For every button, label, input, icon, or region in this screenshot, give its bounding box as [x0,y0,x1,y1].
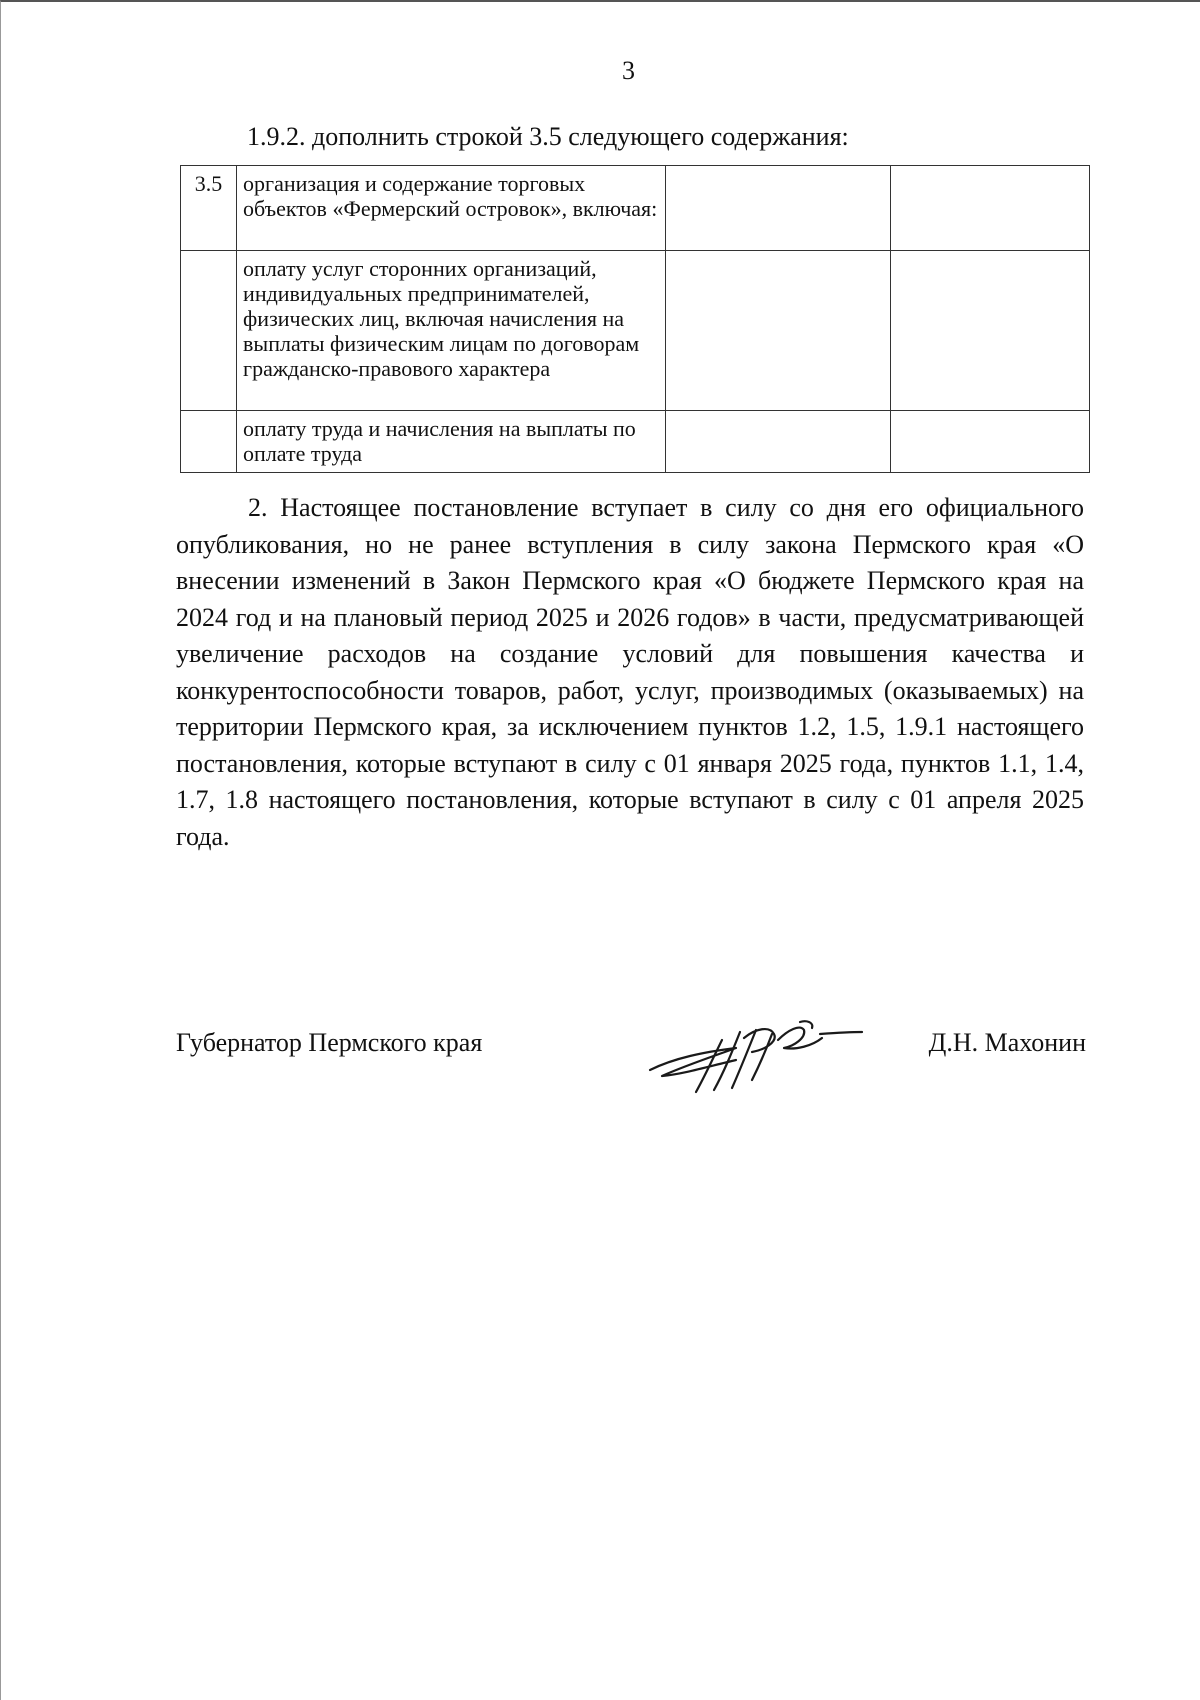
page-number: 3 [622,56,635,85]
row-value-cell [890,166,1089,251]
signatory-title: Губернатор Пермского края [176,1028,483,1057]
table-row [181,411,1090,473]
row-value-cell [665,251,890,411]
signature-block [176,1022,1086,1082]
row-value-cell [665,166,890,251]
row-number-cell [181,251,237,411]
row-description-cell: организация и содержание торговых объектов «Фермерский островок», включая: [237,166,665,251]
row-description-cell: оплату услуг сторонних организаций, индивидуальных предпринимателей, физических лиц, включая начисления на выплаты физическим лицам по договорам гражданско-правового характера [237,251,665,411]
row-number-cell [181,411,237,473]
row-value-cell [890,411,1089,473]
handwritten-signature [644,1000,864,1096]
effective-date-paragraph: 2. Настоящее постановление вступает в силу со дня его официального опубликования, но не ранее вступления в силу закона Пермского края «О внесении изменений в Закон Пермского края «О бюджете Пермского края на 2024 год и на плановый период 2025 и 2026 годов» в части, предусматривающей увеличение расходов на создание условий для повышения качества и конкурентоспособности товаров, работ, услуг, производимых (оказываемых) на территории Пермского края, за исключением пунктов 1.2, 1.5, 1.9.1 настоящего постановления, которые вступают в силу с 01 января 2025 года, пунктов 1.1, 1.4, 1.7, 1.8 настоящего постановления, которые вступают в силу с 01 апреля 2025 года. [176,493,1084,851]
row-value-cell [890,251,1089,411]
table-row [181,251,1090,411]
row-value-cell [665,411,890,473]
row-description-cell: оплату труда и начисления на выплаты по оплате труда [237,411,665,473]
amendment-table [180,165,1090,473]
row-number-cell: 3.5 [181,166,237,251]
section-intro: 1.9.2. дополнить строкой 3.5 следующего содержания: [247,122,849,151]
table-row [181,166,1090,251]
signatory-name: Д.Н. Махонин [928,1028,1086,1057]
